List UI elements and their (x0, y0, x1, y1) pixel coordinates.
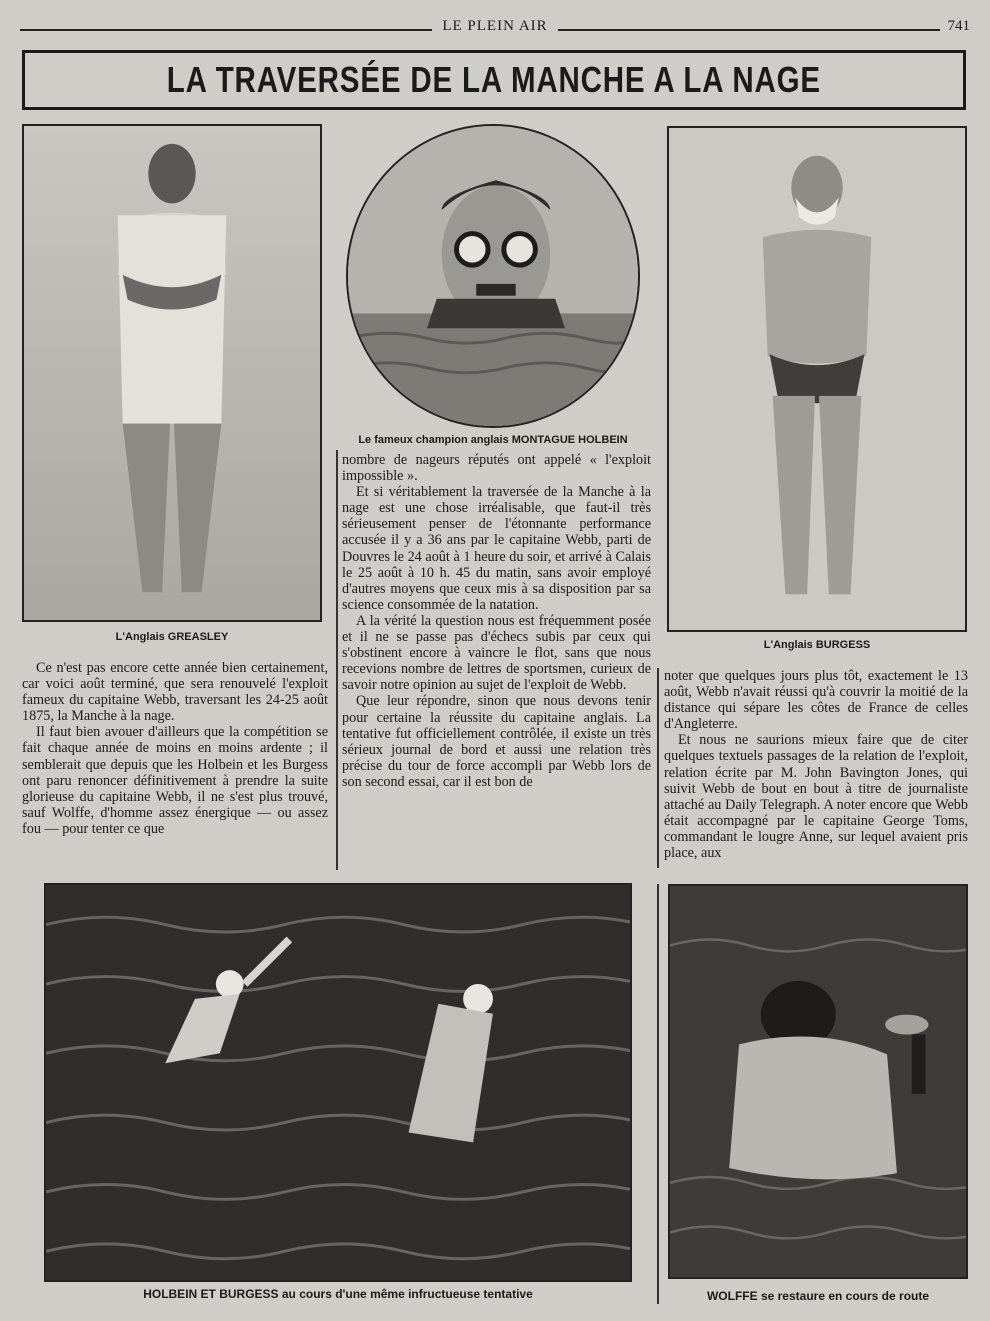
caption-wolffe: WOLFFE se restaure en cours de route (706, 1289, 930, 1303)
paragraph: A la vérité la question nous est fréquemment posée et il ne se passe pas d'échecs subis par ceux qui s'obstinent encore à vaincre le flot, sans que nous recevions nombre de lettres de sportsmen, curieux de savoir notre opinion au sujet de l'exploit de Webb. (342, 612, 651, 694)
article-column-3 (664, 668, 968, 861)
article-column-1 (22, 660, 328, 837)
paragraph: Ce n'est pas encore cette année bien certainement, car voici août terminé, que sera renouvelé l'exploit fameux du capitaine Webb, traversant les 24-25 août 1875, la Manche à la nage. (22, 660, 328, 725)
column-rule-bottom (657, 884, 659, 1304)
caption-holbein: Le fameux champion anglais MONTAGUE HOLBEIN (358, 434, 628, 446)
paragraph: Et nous ne saurions mieux faire que de citer quelques textuels passages de la relation de l'exploit, relation écrite par M. John Bavington Jones, qui suivit Webb de bout en bout à titre de journaliste attaché au Daily Telegraph. A noter encore que Webb était accompagné par le capitaine George Toms, commandant le lougre Anne, sur lequel avaient pris place, aux (664, 732, 968, 862)
page-number: 741 (940, 18, 971, 35)
wolffe-photo (668, 884, 968, 1279)
holbein-photo (346, 124, 640, 428)
paragraph: Et si véritablement la traversée de la Manche à la nage est une chose irréalisable, que faut-il très sérieusement penser de l'étonnante performance accusée il y a 36 ans par le capitaine Webb, parti de Douvres le 24 août à 1 heure du soir, et arrivé à Calais le 25 août à 10 h. 45 du matin, sans avoir employé d'autres moyens que ceux mis à sa disposition par sa science consommée de la natation. (342, 484, 651, 613)
column-rule-right (657, 668, 659, 868)
two-swimmers-image (46, 885, 630, 1280)
column-rule-left (336, 450, 338, 870)
swimmer-eating-image (670, 886, 966, 1277)
page-title: LA TRAVERSÉE DE LA MANCHE A LA NAGE (166, 59, 822, 100)
holbein-burgess-photo (44, 883, 632, 1282)
standing-swimmer-image (24, 126, 320, 620)
greasley-photo (22, 124, 322, 622)
paragraph: Que leur répondre, sinon que nous devons tenir pour certaine la réussite du capitaine anglais. La tentative fut officiellement contrôlée, il existe un très sérieux journal de bord et aussi une relation très précise du tour de force accompli par Webb lors de son second essai, car il est bon de (342, 693, 651, 790)
standing-bearded-swimmer-image (669, 128, 965, 630)
caption-burgess: L'Anglais BURGESS (763, 639, 871, 651)
paragraph: nombre de nageurs réputés ont appelé « l'exploit impossible ». (342, 452, 651, 485)
headline-box (22, 50, 966, 110)
article-column-2 (342, 452, 651, 790)
paragraph: Il faut bien avouer d'ailleurs que la compétition se fait chaque année de moins en moins ardente ; il semblerait que depuis que les Holbein et les Burgess ont paru renoncer définitivement à prendre la suite glorieuse du capitaine Webb, il ne s'est plus trouvé, sauf Wolffe, d'homme assez énergique — ou assez fou — pour tenter ce que (22, 724, 328, 837)
paragraph: noter que quelques jours plus tôt, exactement le 13 août, Webb n'avait réussi qu'à couvrir la moitié de la distance qui sépare les côtes de France de celles d'Angleterre. (664, 668, 968, 733)
journal-title: LE PLEIN AIR (20, 18, 970, 35)
caption-holbein-burgess: HOLBEIN ET BURGESS au cours d'une même infructueuse tentative (143, 1287, 533, 1301)
masthead (20, 18, 970, 40)
caption-greasley: L'Anglais GREASLEY (115, 631, 229, 643)
burgess-photo (667, 126, 967, 632)
swimmer-goggles-image (348, 126, 638, 426)
